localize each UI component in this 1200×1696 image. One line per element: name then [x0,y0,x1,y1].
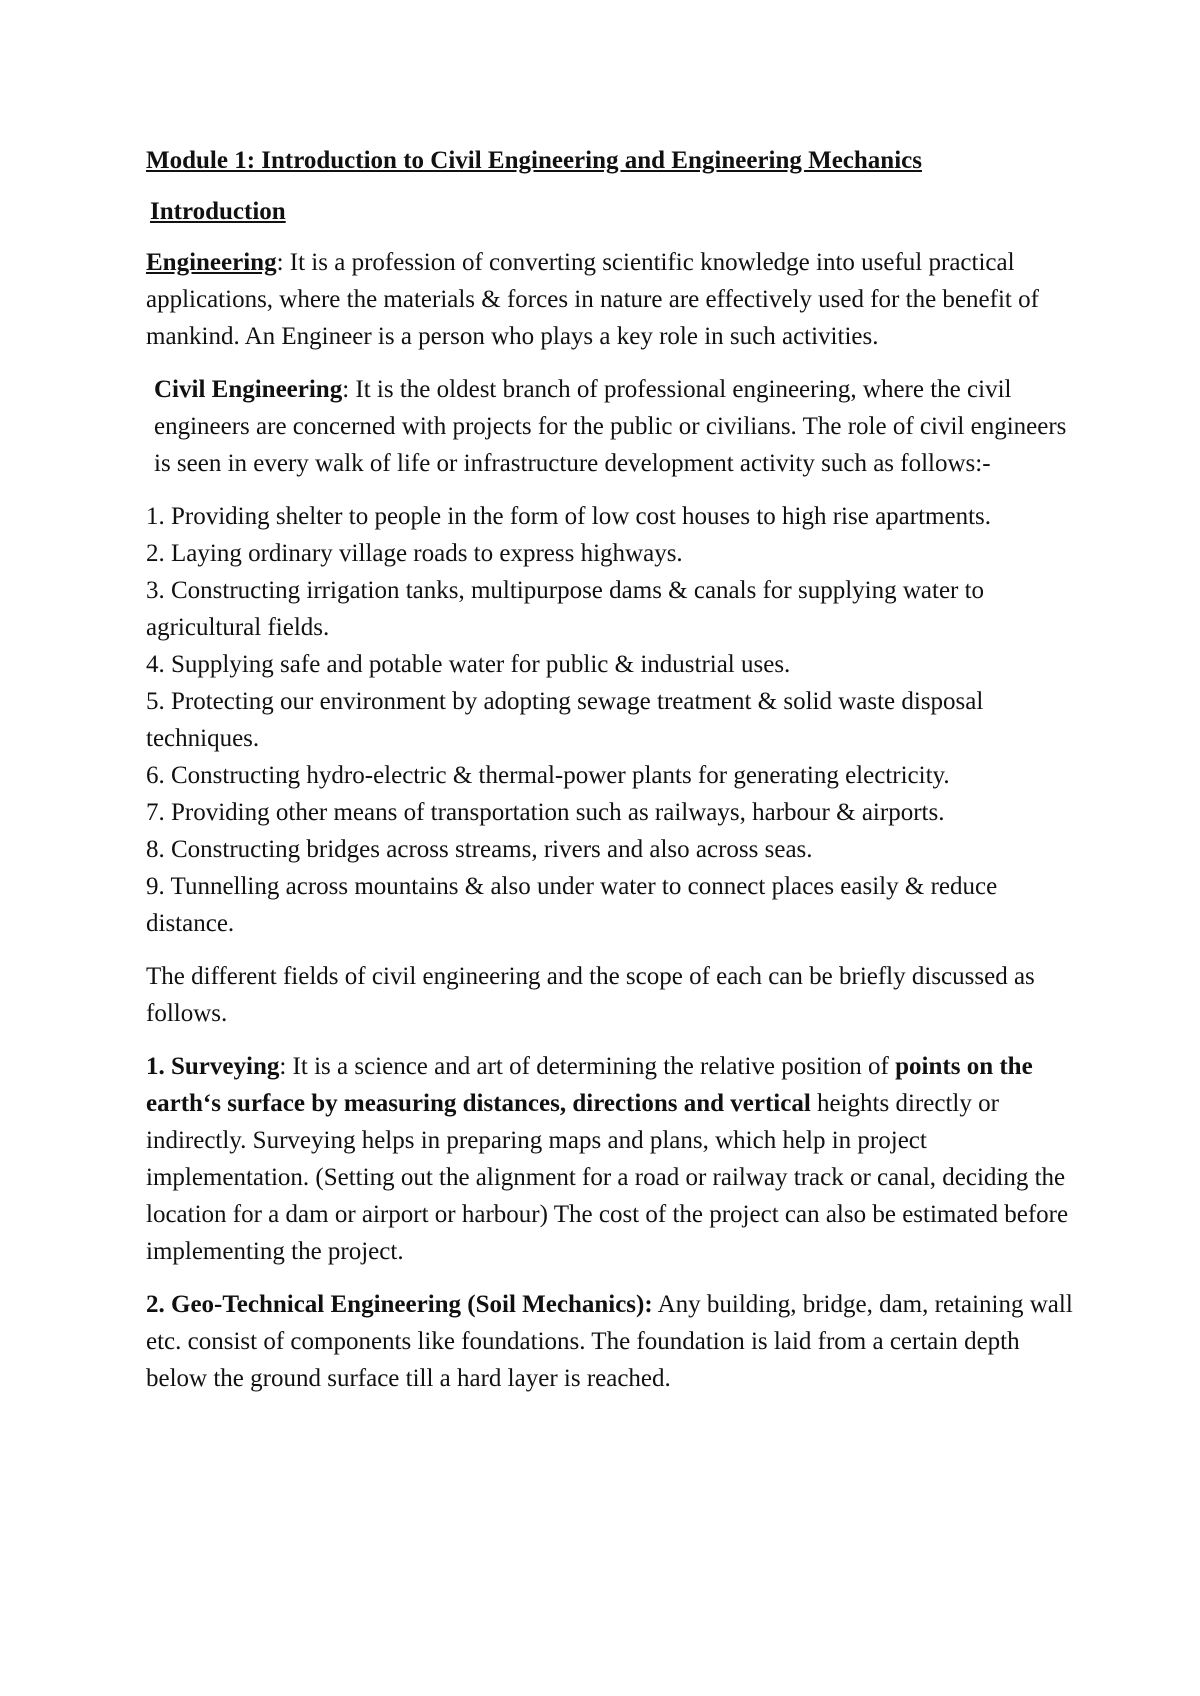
surveying-term: Surveying [171,1053,280,1080]
civil-engineering-text: : It is the oldest branch of professional engineering, where the civil engineers are concerned with projects for the public or civilians. The role of civil engineers is seen in every walk of life or infrastructure development activity such as follows:- [154,376,1067,477]
engineering-paragraph [146,244,1080,355]
list-item: 4. Supplying safe and potable water for public & industrial uses. [146,651,791,678]
list-item: 6. Constructing hydro-electric & thermal-power plants for generating electricity. [146,762,950,789]
list-item: 5. Protecting our environment by adopting sewage treatment & solid waste disposal techniques. [146,688,984,752]
surveying-text-bold: points on the earth‘s surface by measuring distances, directions and vertical [146,1053,1033,1117]
list-item: 2. Laying ordinary village roads to express highways. [146,540,683,567]
fields-intro-paragraph: The different fields of civil engineering and the scope of each can be briefly discussed as follows. [146,963,1035,1027]
list-item: 7. Providing other means of transportation such as railways, harbour & airports. [146,799,945,826]
surveying-text-b: heights directly or indirectly. Surveying helps in preparing maps and plans, which help in project implementation. (Setting out the alignment for a road or railway track or canal, deciding the location for a dam or airport or harbour) The cost of the project can also be estimated before implementing the project. [146,1090,1069,1265]
geotechnical-term: 2. Geo-Technical Engineering (Soil Mechanics): [146,1291,653,1318]
list-item: 1. Providing shelter to people in the form of low cost houses to high rise apartments. [146,503,991,530]
engineering-text: : It is a profession of converting scientific knowledge into useful practical applications, where the materials & forces in nature are effectively used for the benefit of mankind. An Engineer is a person who plays a key role in such activities. [146,249,1039,350]
roles-list [146,498,1080,942]
geotechnical-text: Any building, bridge, dam, retaining wall etc. consist of components like foundations. The foundation is laid from a certain depth below the ground surface till a hard layer is reached. [146,1291,1073,1392]
civil-engineering-paragraph [146,371,1080,482]
surveying-text-a: : It is a science and art of determining the relative position of [279,1053,896,1080]
list-item: 8. Constructing bridges across streams, rivers and also across seas. [146,836,813,863]
introduction-heading: Introduction [150,198,286,225]
surveying-number: 1. [146,1053,171,1080]
surveying-paragraph [146,1048,1080,1270]
list-item: 3. Constructing irrigation tanks, multipurpose dams & canals for supplying water to agricultural fields. [146,577,985,641]
list-item: 9. Tunnelling across mountains & also under water to connect places easily & reduce distance. [146,873,998,937]
module-title: Module 1: Introduction to Civil Engineering and Engineering Mechanics [146,147,922,174]
geotechnical-paragraph [146,1286,1080,1397]
engineering-term: Engineering [146,249,277,276]
civil-engineering-term: Civil Engineering [154,376,343,403]
